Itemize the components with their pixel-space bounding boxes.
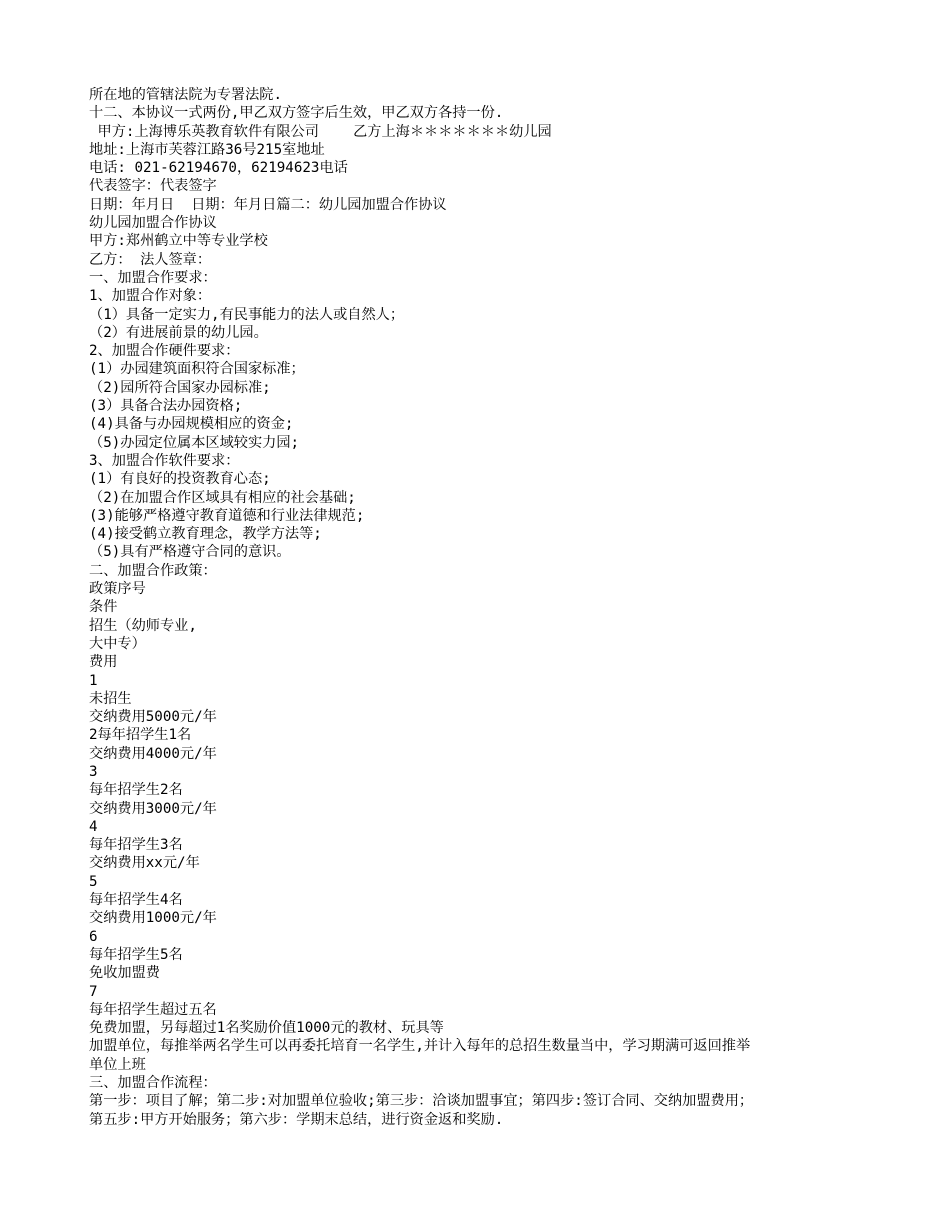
text-line: (3)能够严格遵守教育道德和行业法律规范; [89, 507, 365, 524]
text-line: 1 [89, 672, 98, 689]
text-line: 单位上班 [89, 1056, 146, 1073]
text-line: 交纳费用1000元/年 [89, 910, 217, 927]
text-line: 6 [89, 928, 98, 945]
text-line: 每年招学生超过五名 [89, 1001, 217, 1018]
text-line: 地址:上海市芙蓉江路36号215室地址 [89, 141, 325, 158]
text-line: 2、加盟合作硬件要求： [89, 343, 240, 360]
text-line: （5)办园定位属本区域较实力园; [89, 434, 300, 451]
text-line: （2)在加盟合作区域具有相应的社会基础; [89, 489, 356, 506]
text-line: 幼儿园加盟合作协议 [89, 215, 217, 232]
text-line: 交纳费用5000元/年 [89, 709, 217, 726]
text-line: 甲方:上海博乐英教育软件有限公司 乙方上海＊＊＊＊＊＊＊幼儿园 [89, 123, 552, 140]
text-line: 电话: 021-62194670，62194623电话 [89, 160, 348, 177]
document-body [89, 86, 909, 1129]
text-line: (1）办园建筑面积符合国家标准； [89, 361, 305, 378]
text-line: 招生（幼师专业, [89, 617, 197, 634]
text-line: 一、加盟合作要求： [89, 269, 217, 286]
text-line: 2每年招学生1名 [89, 727, 192, 744]
text-line: 3、加盟合作软件要求： [89, 452, 240, 469]
text-line: 7 [89, 983, 98, 1000]
text-line: 1、加盟合作对象： [89, 288, 212, 305]
text-line: 政策序号 [89, 581, 146, 598]
text-line: 交纳费用3000元/年 [89, 800, 217, 817]
text-line: 3 [89, 763, 98, 780]
text-line: 乙方： 法人签章： [89, 251, 212, 268]
text-line: 每年招学生2名 [89, 782, 183, 799]
text-line: 条件 [89, 599, 118, 616]
text-line: 日期：年月日 日期：年月日篇二：幼儿园加盟合作协议 [89, 196, 447, 213]
text-line: 交纳费用xx元/年 [89, 855, 200, 872]
text-line: 大中专） [89, 635, 146, 652]
text-line: (4)具备与办园规模相应的资金; [89, 416, 294, 433]
text-line: 每年招学生4名 [89, 892, 183, 909]
text-line: 每年招学生5名 [89, 946, 183, 963]
text-line: 十二、本协议一式两份,甲乙双方签字后生效，甲乙双方各持一份. [89, 105, 504, 122]
text-line: 免费加盟，另每超过1名奖励价值1000元的教材、玩具等 [89, 1020, 444, 1037]
text-line: 5 [89, 873, 98, 890]
text-line: 第一步：项目了解；第二步:对加盟单位验收;第三步：洽谈加盟事宜；第四步:签订合同、交纳加盟费用； [89, 1093, 754, 1110]
text-line: 代表签字：代表签字 [89, 178, 217, 195]
text-line: 交纳费用4000元/年 [89, 745, 217, 762]
text-line: 免收加盟费 [89, 965, 160, 982]
text-line: 费用 [89, 654, 118, 671]
text-line: 所在地的管辖法院为专署法院. [89, 87, 282, 103]
text-line: 加盟单位，每推举两名学生可以再委托培育一名学生,并计入每年的总招生数量当中，学习期满可返回推举 [89, 1038, 751, 1055]
text-line: 第五步:甲方开始服务；第六步：学期末总结，进行资金返和奖励. [89, 1111, 504, 1128]
text-line: 未招生 [89, 690, 132, 707]
text-line: 甲方:郑州鹤立中等专业学校 [89, 233, 268, 250]
text-line: （2）有进展前景的幼儿园。 [89, 324, 268, 341]
text-line: （5)具有严格遵守合同的意识。 [89, 544, 291, 561]
text-line: 二、加盟合作政策： [89, 562, 217, 579]
text-line: (4)接受鹤立教育理念，教学方法等; [89, 526, 322, 543]
text-line: 4 [89, 818, 98, 835]
text-line: (3）具备合法办园资格; [89, 398, 243, 415]
text-line: 三、加盟合作流程： [89, 1075, 217, 1092]
text-line: (1）有良好的投资教育心态; [89, 471, 271, 488]
text-line: 每年招学生3名 [89, 837, 183, 854]
text-line: （2)园所符合国家办园标准; [89, 379, 271, 396]
text-line: （1）具备一定实力,有民事能力的法人或自然人； [89, 306, 405, 323]
